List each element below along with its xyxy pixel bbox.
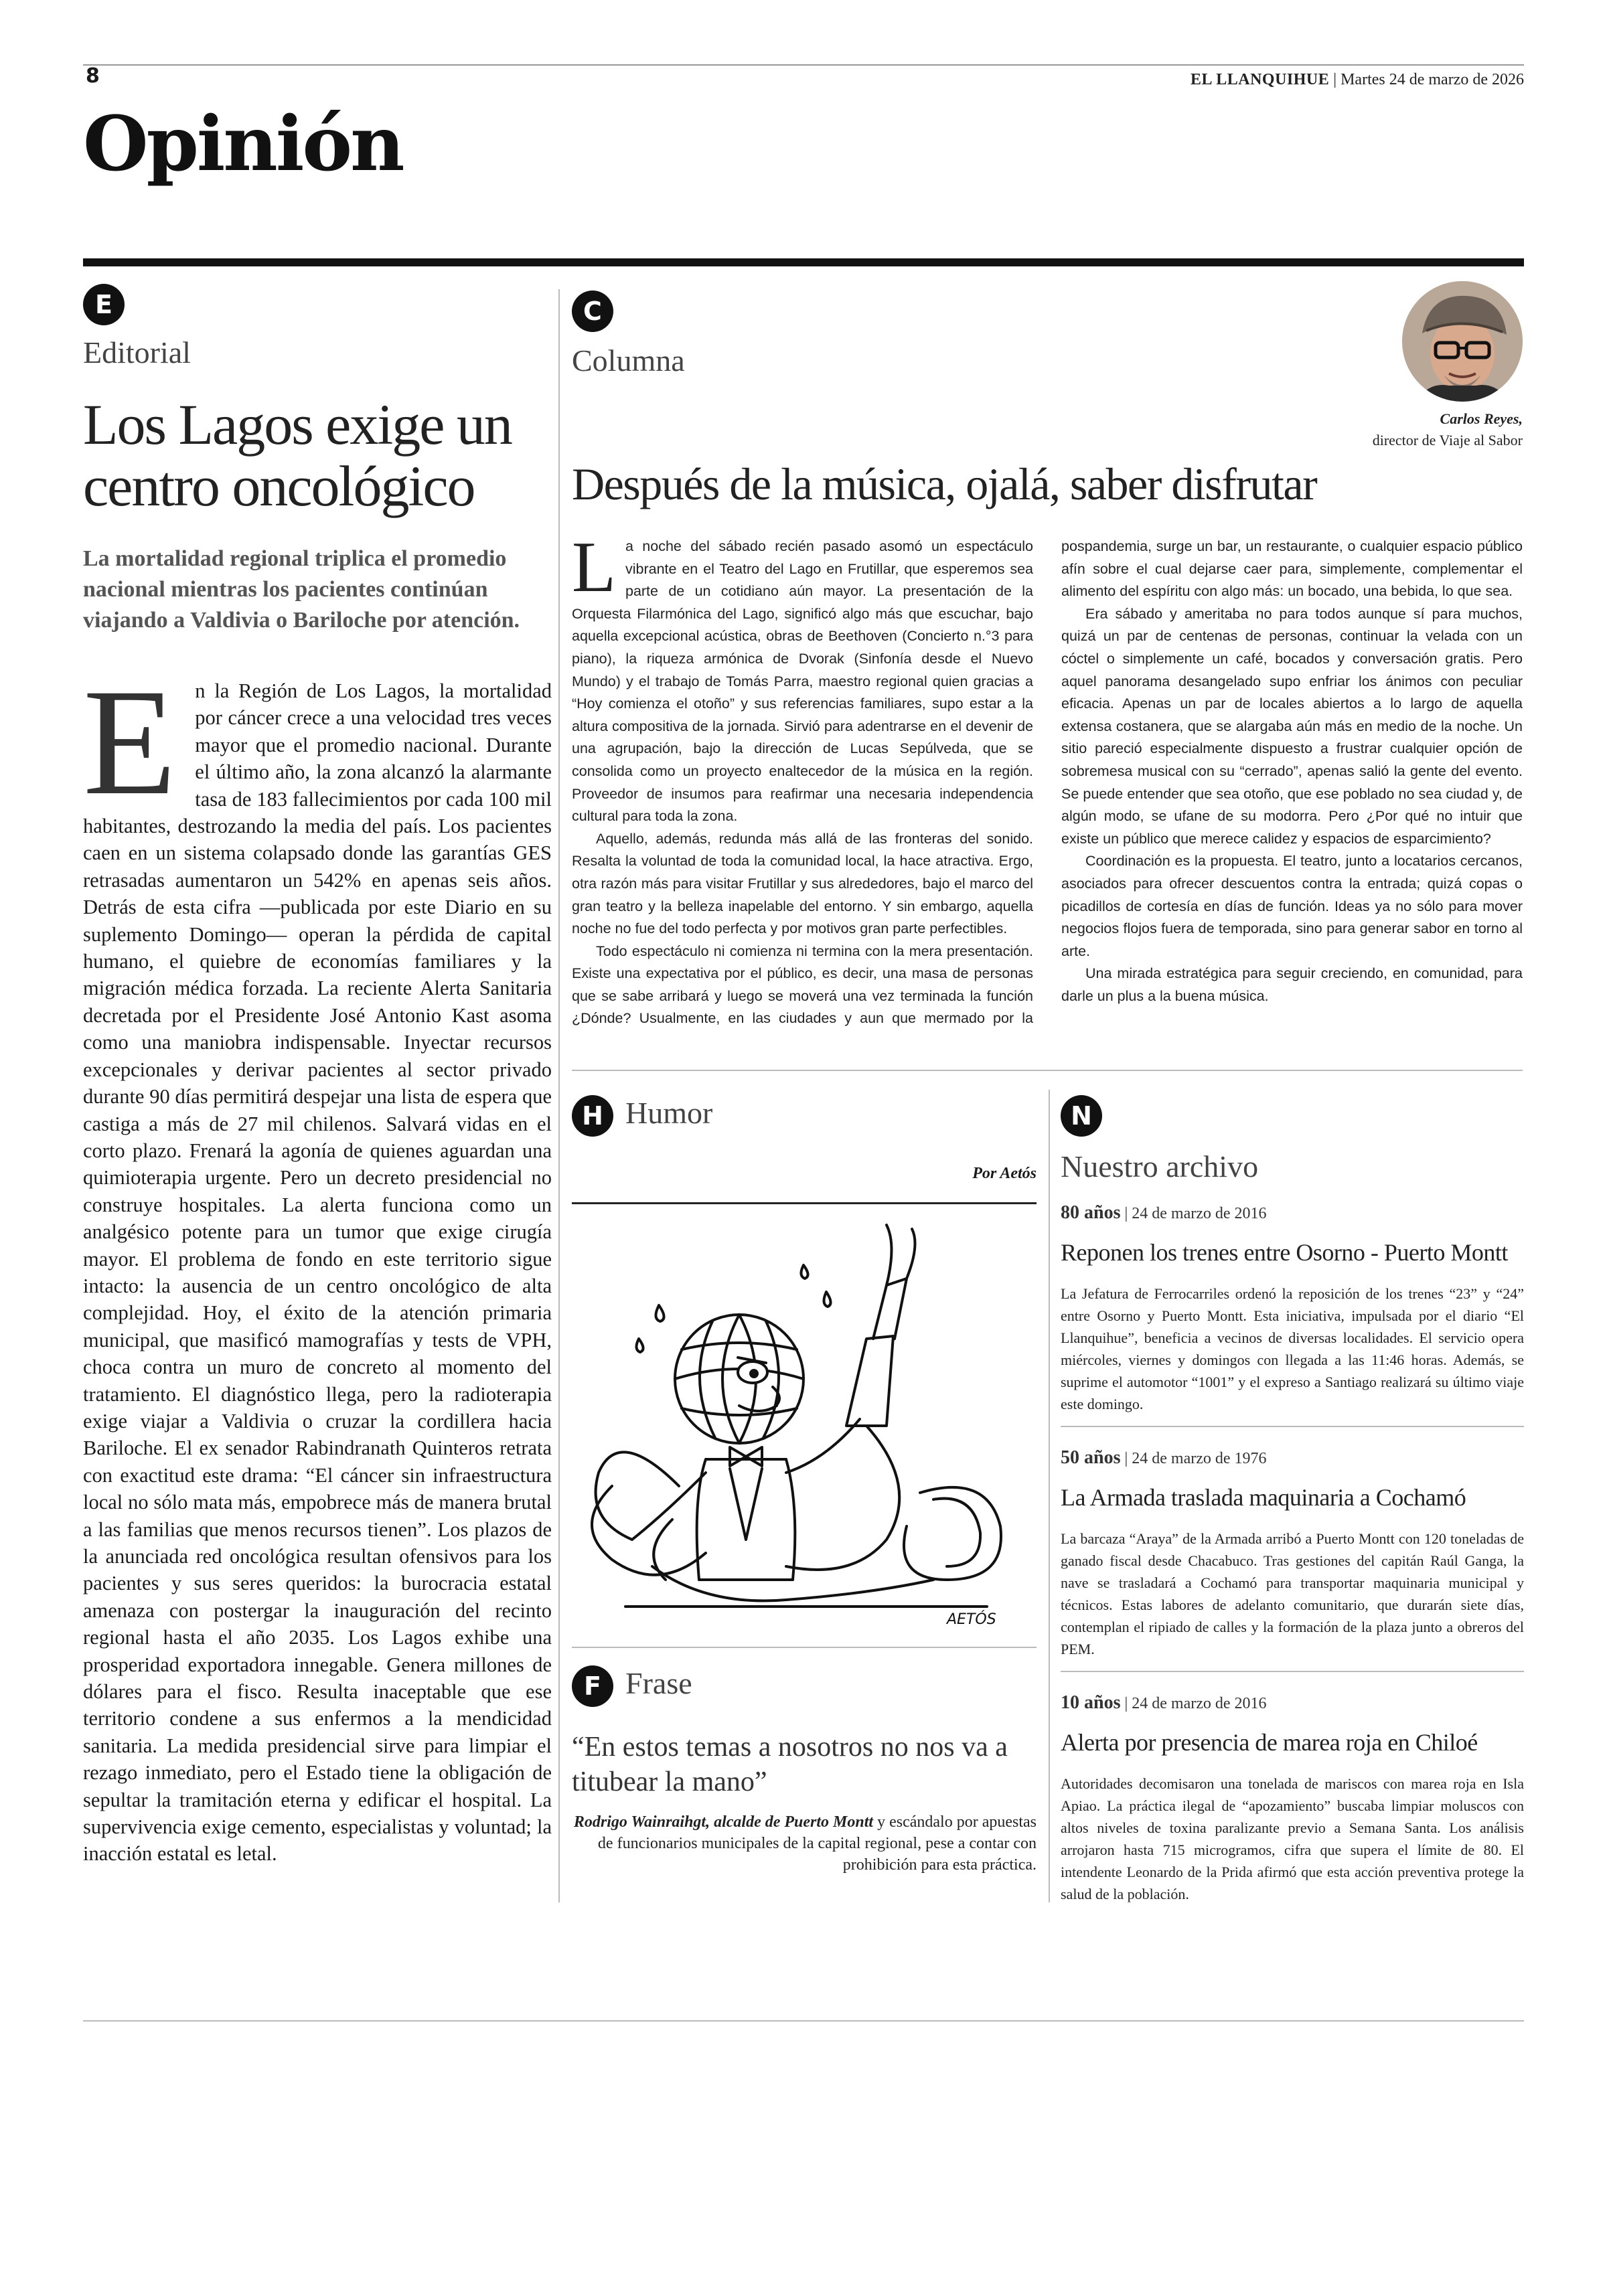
cartoon-signature: AETÓS: [947, 1611, 996, 1628]
frase-kicker: Frase: [625, 1666, 692, 1700]
author-portrait-icon: [1402, 281, 1523, 402]
humor-badge: H: [572, 1095, 613, 1137]
frase-attribution-text: y escándalo por apuestas de funcionarios municipales de la capital regional, pese a contar con prohibición para esta práctica.: [597, 1813, 1037, 1874]
archive-item: 10 años | 24 de marzo de 2016 Alerta por presencia de marea roja en Chiloé Autoridades decomisaron una tonelada de mariscos con marea roja en Isla Apiao. La práctica ilegal de “apozamiento” buscaba limpiar moluscos con altos niveles de toxina paralizante previo a Semana Santa. Los análisis arrojaron hasta 715 microgramos, cifra que supera el límite de 80. El intendente Leonardo de la Prida afirmó que esta acción preventiva protege la salud de la población.: [1061, 1692, 1524, 1905]
archive-divider: [1061, 1426, 1524, 1427]
editorial-body-text: n la Región de Los Lagos, la mortalidad por cáncer crece a una velocidad tres veces mayor que el promedio nacional. Durante el último año, la zona alcanzó la alarmante tasa de 183 fallecimientos por cada 100 mil habitantes, destrozando la media del país. Los pacientes caen en un sistema colapsado donde las garantías GES retrasadas aumentaron un 542% en apenas seis años. Detrás de esta cifra —publicada por este Diario en su suplemento Domingo— operan la pérdida de capital humano, el quiebre de economías familiares y la migración médica forzada. La reciente Alerta Sanitaria decretada por el Presidente José Antonio Kast asoma como una maniobra indispensable. Inyectar recursos excepcionales y derivar pacientes al sector privado durante 90 días permitirá despejar una lista de espera que castiga a más de 27 mil chilenos. Salvará vidas en el corto plazo. Frenará la agonía de quienes aguardan una quimioterapia urgente. Pero un decreto presidencial no construye hospitales. La alerta funciona como un analgésico potente para un tumor que exige cirugía mayor. El problema de fondo en este territorio sigue intacto: la ausencia de un centro oncológico de alta complejidad. Hoy, el éxito de la atención primaria municipal, que masificó mamografías y tests de VPH, choca contra un muro de concreto al momento del tratamiento. El diagnóstico llega, pero la radioterapia exige viajar a Valdivia o cruzar la cordillera hacia Bariloche. El ex senador Rabindranath Quinteros retrata con exactitud este drama: “El cáncer sin infraestructura local no sólo mata más, empobrece más de manera brutal a las familias que menos recursos tienen”. Los plazos de la anunciada red oncológica resultan ofensivos para los pacientes y sus seres queridos: la burocracia estatal amenaza con postergar la inauguración del recinto regional hasta el año 2035. Los Lagos exhibe una prosperidad exportadora innegable. Genera millones de dólares para el fisco. Resulta inaceptable que ese territorio condene a sus enfermos a la mendicidad sanitaria. La medida presidencial sirve para limpiar el rezago inmediato, pero el Estado tiene la obligación de sepultar la tramitación eterna y edificar el hospital. La supervivencia exige cemento, especialistas y voluntad; la inacción estatal es letal.: [83, 679, 552, 1866]
column-paragraph: Coordinación es la propuesta. El teatro, junto a locatarios cercanos, asociados para ofrecer descuentos contra la entrada; quizá copas o picadillos de cortesía en días de función. Ideas ya no sólo para mover negocios flojos fuera de temporada, sino para generar sabor en torno al arte.: [1061, 853, 1523, 959]
column-kicker: Columna: [572, 343, 685, 378]
humor-rule: [572, 1202, 1037, 1204]
column-paragraph: Todo espectáculo ni comienza ni termina con la mera presentación. Existe una expectativa por el público, es decir, una masa de personas que se sabe arribará y luego se moverá una vez terminada la función ¿Dónde? Usualmente, en las ciudades y aun que mermado por la pospandemia, surge un bar, un restaurante, o cualquier espacio público afín sobre el cual dejarse caer para, simplemente, complementar el alimento del espíritu con algo más: un bocado, una bebida, lo que sea.: [572, 538, 1523, 1027]
archive-date: 24 de marzo de 1976: [1132, 1450, 1267, 1467]
section-rule: [83, 258, 1524, 266]
column-badge: C: [572, 291, 613, 332]
archive-kicker: Nuestro archivo: [1061, 1149, 1259, 1183]
humor-credit: Por Aetós: [972, 1165, 1037, 1182]
editorial-badge: E: [83, 284, 125, 325]
archive-title: Reponen los trenes entre Osorno - Puerto Montt: [1061, 1239, 1508, 1266]
column-paragraph: Era sábado y ameritaba no para todos aunque sí para muchos, quizá un par de centenas de personas, continuar la velada con un cóctel o simplemente un café, bocados y conversación gratis. Pero aquel panorama desangelado supo enfriar los ánimos con peculiar eficacia. Apenas un par de locales abiertos a lo largo de aquella extensa costanera, que se alargaba aún más en medio de la noche. Un sitio pareció especialmente dispuesto a frustrar cualquier opción de sobremesa musical con su “cerrado”, apenas salió la gente del evento. Se puede entender que sea otoño, que ese poblado no sea ciudad y, de algún modo, se ufane de su modorra. Pero ¿Por qué no intuir que existe un público que merece calidez y espacios de esparcimiento?: [1061, 605, 1523, 847]
humor-cartoon: [572, 1205, 1037, 1633]
archive-title: Alerta por presencia de marea roja en Chiloé: [1061, 1729, 1478, 1756]
page-number: 8: [86, 64, 100, 88]
archive-date: 24 de marzo de 2016: [1132, 1695, 1267, 1712]
author-name: Carlos Reyes,: [1440, 410, 1523, 427]
issue-date: Martes 24 de marzo de 2026: [1341, 71, 1524, 88]
editorial-kicker: Editorial: [83, 335, 191, 370]
archive-item: 50 años | 24 de marzo de 1976 La Armada traslada maquinaria a Cochamó La barcaza “Araya” de la Armada arribó a Puerto Montt con 120 toneladas de ganado fiscal desde Chacabuco. Tras gestiones del capitán Raúl Ganga, la nave se trasladará a Cochamó para transportar maquinaria municipal y técnicos. Estas labores de adelanto comunitario, que durarán siete días, contemplan el ripiado de calles y la formación de la plaza junto a obreros del PEM.: [1061, 1447, 1524, 1660]
frase-attribution-name: Rodrigo Wainraihgt, alcalde de Puerto Montt: [573, 1813, 874, 1831]
column-paragraph: Aquello, además, redunda más allá de las fronteras del sonido. Resalta la voluntad de toda la comunidad local, la hace atractiva. Ergo, otra razón más para visitar Frutillar y sus alrededores, bajo el marco del gran teatro y la belleza inapelable del entorno. Y sin embargo, aquella noche no fue del todo perfecta y por motivos gran parte perfectibles.: [572, 830, 1033, 937]
editorial-drop-cap: E: [83, 658, 177, 827]
editorial-body: [83, 658, 552, 1868]
editorial-headline: Los Lagos exige un centro oncológico: [83, 392, 512, 518]
column-drop-cap: L: [572, 527, 616, 607]
column-paragraph: Una mirada estratégica para seguir creciendo, en comunidad, para darle un plus a la buena música.: [1061, 965, 1523, 1004]
archive-title: La Armada traslada maquinaria a Cochamó: [1061, 1484, 1466, 1511]
humor-kicker: Humor: [625, 1096, 713, 1130]
archive-years: 80 años: [1061, 1202, 1121, 1223]
editorial-deck: La mortalidad regional triplica el promedio nacional mientras los pacientes continúan viajando a Valdivia o Bariloche por atención.: [83, 546, 520, 633]
top-rule: [83, 64, 1524, 66]
bottom-rule: [83, 2020, 1524, 2022]
archive-years: 10 años: [1061, 1692, 1121, 1713]
archive-body: La barcaza “Araya” de la Armada arribó a Puerto Montt con 120 toneladas de ganado fiscal desde Chacabuco. Tras gestiones del capitán Raúl Ganga, la nave se trasladará a Cochamó para transportar maquinaria municipal y técnicos. Estas labores de adelanto comunitario, que durarán siete días, contemplan el ripiado de calles y la formación de la plaza junto a obreros del PEM.: [1061, 1530, 1524, 1657]
humor-bottom-rule: [572, 1647, 1037, 1648]
archive-years: 50 años: [1061, 1447, 1121, 1468]
column-body: [572, 527, 1523, 1058]
author-role: director de Viaje al Sabor: [1372, 432, 1523, 448]
column-byline: [1373, 408, 1523, 451]
frase-quote: “En estos temas a nosotros no nos va a titubear la mano”: [572, 1732, 1008, 1797]
archive-badge: N: [1061, 1095, 1102, 1137]
archive-body: La Jefatura de Ferrocarriles ordenó la reposición de los trenes “23” y “24” entre Osorno y Puerto Montt. Esta iniciativa, impulsada por el diario “El Llanquihue”, beneficia a vecinos de diversas localidades. El servicio opera miércoles, viernes y domingos con llegada a las 11:46 horas. Además, se suprime el automotor “1001” y el expreso a Santiago realizará su último viaje este domingo.: [1061, 1285, 1524, 1412]
frase-badge: F: [572, 1665, 613, 1707]
newspaper-name: EL LLANQUIHUE: [1191, 71, 1330, 88]
archive-body: Autoridades decomisaron una tonelada de mariscos con marea roja en Isla Apiao. La práctica ilegal de “apozamiento” buscaba limpiar moluscos con altos niveles de toxina paralizante previo a Semana Santa. Los análisis arrojaron hasta 715 microgramos, cifra que supera el límite de 80. El intendente Leonardo de la Prida afirmó que esta acción preventiva protege la salud de la población.: [1061, 1775, 1524, 1902]
cartoon-drawing: [572, 1205, 1037, 1633]
column-paragraph: La noche del sábado recién pasado asomó un espectáculo vibrante en el Teatro del Lago en Frutillar, que esperemos sea parte de un cotidiano aún mayor. La presentación de la Orquesta Filarmónica del Lago, significó algo más que escuchar, bajo aquella excepcional acústica, obras de Beethoven (Concierto n.°3 para piano), la riqueza armónica de Dvorak (Sinfonía desde el Nuevo Mundo) y el trabajo de Tomás Parra, maestro regional quien gracias a “Hoy comienza el otoño” y sus referencias familiares, supo estar a la altura compositiva de la jornada. Sirvió para adentrarse en el devenir de una agrupación, bajo la dirección de Lucas Sepúlveda, que se consolida como un proyecto enaltecedor de la música en la región. Proveedor de insumos para reafirmar una necesaria independencia cultural para toda la zona.: [572, 527, 1033, 825]
column-headline: Después de la música, ojalá, saber disfrutar: [572, 459, 1317, 509]
masthead: EL LLANQUIHUE | Martes 24 de marzo de 2026: [1191, 71, 1524, 88]
section-title: Opinión: [83, 100, 403, 188]
archive-divider: [1061, 1671, 1524, 1672]
column-divider-right: [1049, 1090, 1050, 1902]
frase-attribution: [572, 1811, 1037, 1876]
archive-item: 80 años | 24 de marzo de 2016 Reponen los trenes entre Osorno - Puerto Montt La Jefatura de Ferrocarriles ordenó la reposición de los trenes “23” y “24” entre Osorno y Puerto Montt. Esta iniciativa, impulsada por el diario “El Llanquihue”, beneficia a vecinos de diversas localidades. El servicio opera miércoles, viernes y domingos con llegada a las 11:46 horas. Además, se suprime el automotor “1001” y el expreso a Santiago realizará su último viaje este domingo.: [1061, 1202, 1524, 1415]
column-divider-left: [558, 289, 560, 1902]
author-avatar: [1402, 281, 1523, 402]
column-bottom-rule: [572, 1070, 1523, 1071]
archive-date: 24 de marzo de 2016: [1132, 1205, 1267, 1222]
